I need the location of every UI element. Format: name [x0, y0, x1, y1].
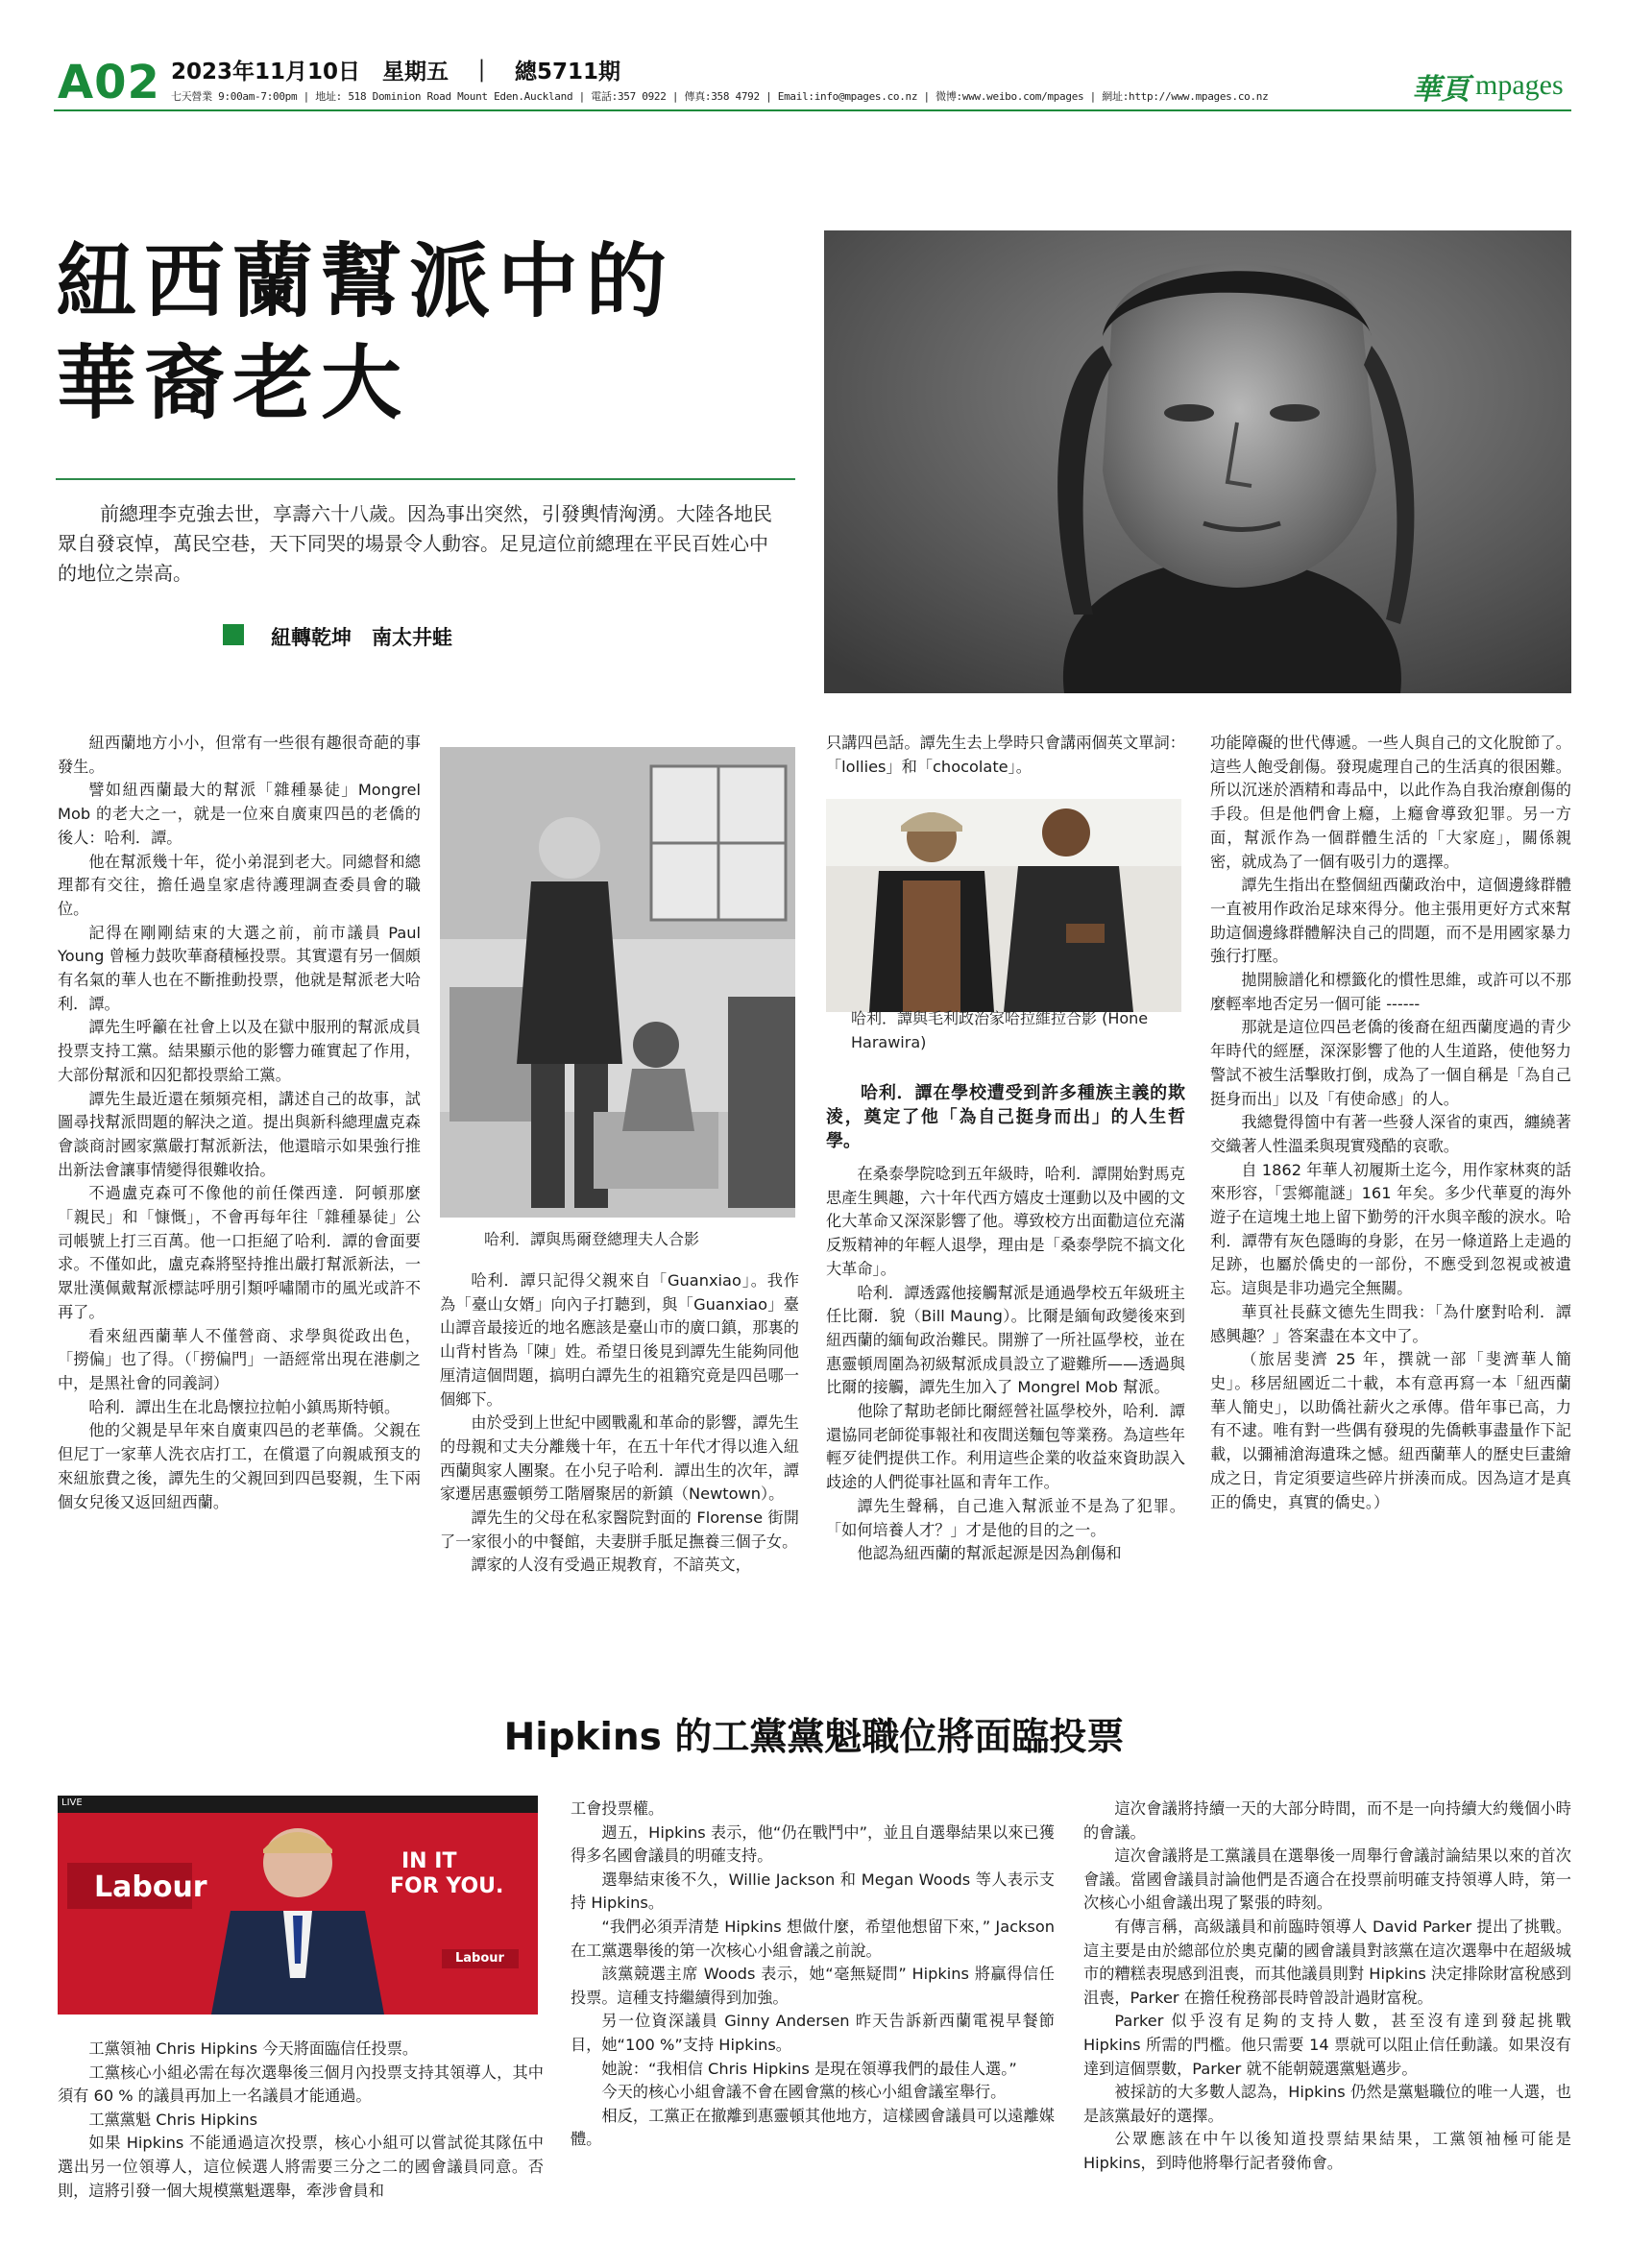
article2-headline: Hipkins 的工黨黨魁職位將面臨投票	[503, 1716, 1125, 1759]
paragraph: 在桑泰學院唸到五年級時，哈利．譚開始對馬克思產生興趣，六十年代西方嬉皮士運動以及中國的文化大革命又深深影響了他。導致校方出面勸這位充滿反叛精神的年輕人退學，理由是「桑泰學院不搞文化大革命」。	[826, 1165, 1185, 1278]
paragraph: 看來紐西蘭華人不僅營商、求學與從政出色，「撈偏」也了得。（「撈偏門」一語經常出現在港劇之中，是黑社會的同義詞）	[58, 1326, 421, 1392]
paragraph: 只講四邑話。譚先生去上學時只會講兩個英文單詞：「lollies」和「chocolate」。	[826, 734, 1185, 776]
paragraph: 這次會議將持續一天的大部分時間，而不是一向持續大約幾個小時的會議。	[1083, 1799, 1571, 1842]
paragraph: 工黨領袖 Chris Hipkins 今天將面臨信任投票。	[88, 2039, 419, 2058]
paragraph: 不過盧克森可不像他的前任傑西達．阿頓那麼「親民」和「慷慨」，不會再每年往「雜種暴徒」公司帳號上打三百萬。他一口拒絕了哈利．譚的會面要求。不僅如此，盧克森將堅持推出嚴打幫派新法，一眾壯漢佩戴幫派標誌呼朋引類呼嘯鬧市的風光或許不再了。	[58, 1184, 421, 1321]
portrait-illustration	[824, 230, 1571, 693]
paragraph: 另一位資深議員 Ginny Andersen 昨天告訴新西蘭電視早餐節目，她“100 %”支持 Hipkins。	[571, 2012, 1055, 2054]
paragraph: “我們必須弄清楚 Hipkins 想做什麼，希望他想留下來，” Jackson 在工黨選舉後的第一次核心小組會議之前說。	[571, 1917, 1055, 1960]
article1-headline	[56, 230, 805, 434]
article1-col4	[1210, 732, 1571, 1514]
slogan-line-2: FOR YOU.	[390, 1874, 504, 1898]
paragraph: 被採訪的大多數人認為，Hipkins 仍然是黨魁職位的唯一人選，也是該黨最好的選擇。	[1083, 2083, 1571, 2125]
article1-lead: 前總理李克強去世，享壽六十八歲。因為事出突然，引發輿情洶湧。大陸各地民眾自發哀悼，萬民空巷，天下同哭的場景令人動容。足見這位前總理在平民百姓心中的地位之崇高。	[58, 502, 772, 585]
photo-illustration	[440, 747, 795, 1218]
paragraph: 該黨競選主席 Woods 表示，她“毫無疑問” Hipkins 將贏得信任投票。這種支持繼續得到加強。	[571, 1965, 1055, 2007]
paragraph: 華頁社長蘇文德先生問我：「為什麼對哈利．譚感興趣？」答案盡在本文中了。	[1210, 1302, 1571, 1345]
paragraph: 譚先生聲稱，自己進入幫派並不是為了犯罪。「如何培養人才？」才是他的目的之一。	[826, 1496, 1185, 1539]
paragraph: 她說：“我相信 Chris Hipkins 是現在領導我們的最佳人選。”	[601, 2059, 1017, 2078]
paragraph: 譬如紐西蘭最大的幫派「雜種暴徒」Mongrel Mob 的老大之一，就是一位來自廣東四邑的老僑的後人：哈利．譚。	[58, 781, 421, 847]
paragraph: 他的父親是早年來自廣東四邑的老華僑。父親在但尼丁一家華人洗衣店打工，在償還了向親戚預支的來紐旅費之後，譚先生的父親回到四邑娶親，生下兩個女兒後又返回紐西蘭。	[58, 1421, 421, 1511]
paragraph: （旅居斐濟 25 年，撰就一部「斐濟華人簡史」。移居紐國近二十載，本有意再寫一本「紐西蘭華人簡史」，以助僑社薪火之承傳。借年事已高，力有不逮。唯有對一些偶有發現的先僑軼事盡量作下記載，以彌補滄海遺珠之憾。紐西蘭華人的歷史巨畫繪成之日，肯定須要這些碎片拼湊而成。因為這才是真正的僑史，真實的僑史。）	[1210, 1350, 1571, 1511]
paragraph: 功能障礙的世代傳遞。一些人與自己的文化脫節了。這些人飽受創傷。發現處理自己的生活真的很困難。所以沉迷於酒精和毒品中，以此作為自我治療創傷的手段。但是他們會上癮，上癮會導致犯罪。另一方面，幫派作為一個群體生活的「大家庭」，關係親密，就成為了一個有吸引力的選擇。	[1210, 734, 1571, 871]
article1-byline: 紐轉乾坤 南太井蛙	[271, 626, 452, 649]
paragraph: Parker 似乎沒有足夠的支持人數，甚至沒有達到發起挑戰 Hipkins 所需的門檻。他只需要 14 票就可以阻止信任動議。如果沒有達到這個票數，Parker 就不能朝競選黨魁邁步。	[1083, 2012, 1571, 2078]
paragraph: 譚家的人沒有受過正規教育，不諳英文，	[471, 1556, 751, 1575]
paragraph: 譚先生呼籲在社會上以及在獄中服刑的幫派成員投票支持工黨。結果顯示他的影響力確實起了作用，大部份幫派和囚犯都投票給工黨。	[58, 1018, 421, 1084]
paragraph: 工黨核心小組必需在每次選舉後三個月內投票支持其領導人，其中須有 60 % 的議員再加上一名議員才能通過。	[58, 2063, 544, 2106]
caption-harawira: 哈利．譚與毛利政治家哈拉維拉合影 (Hone Harawira)	[851, 1009, 1149, 1051]
headline-line-1: 紐西蘭幫派中的	[56, 234, 675, 328]
paragraph: 公眾應該在中午以後知道投票結果結果，工黨領袖極可能是 Hipkins，到時他將舉行記者發佈會。	[1083, 2130, 1571, 2172]
slogan-line-1: IN IT	[401, 1849, 457, 1873]
paragraph: 選舉結束後不久，Willie Jackson 和 Megan Woods 等人表示支持 Hipkins。	[571, 1870, 1055, 1913]
logo-en: mpages	[1475, 69, 1564, 101]
paragraph: 他在幫派幾十年，從小弟混到老大。同總督和總理都有交往，擔任過皇家虐待護理調查委員會的職位。	[58, 852, 421, 918]
paragraph: 如果 Hipkins 不能通過這次投票，核心小組可以嘗試從其隊伍中選出另一位領導人，這位候選人將需要三分之二的國會議員同意。否則，這將引發一個大規模黨魁選舉，牽涉會員和	[58, 2134, 544, 2200]
paragraph: 工黨黨魁 Chris Hipkins	[88, 2110, 258, 2129]
headline-line-2: 華裔老大	[56, 336, 410, 430]
article2-col1	[58, 2038, 544, 2203]
headline-rule	[56, 478, 795, 480]
article1-col3	[826, 1077, 1185, 1566]
pull-quote: 哈利．譚在學校遭受到許多種族主義的欺淩，奠定了他「為自己挺身而出」的人生哲學。	[826, 1083, 1185, 1151]
labour-small-sign: Labour	[455, 1951, 504, 1966]
article1-col1	[58, 732, 421, 1514]
photo-with-harawira	[826, 799, 1181, 1012]
photo-illustration	[58, 1796, 538, 2015]
paragraph: 工會投票權。	[571, 1799, 665, 1818]
paragraph: 哈利．譚出生在北島懷拉拉帕小鎮馬斯特頓。	[88, 1397, 401, 1416]
paragraph: 有傳言稱，高級議員和前臨時領導人 David Parker 提出了挑戰。這主要是由於總部位於奧克蘭的國會議員對該黨在這次選舉中在超級城市的糟糕表現感到沮喪，而其他議員則對 Hipkins 決定排除財富稅感到沮喪，Parker 在擔任稅務部長時曾設計過財富稅。	[1083, 1917, 1571, 2007]
contact-info-line: 七天營業 9:00am-7:00pm | 地址: 518 Dominion Road Mount Eden.Auckland | 電話:357 0922 | 傳真:358 4792 | Email:info@mpages.co.nz | 微博:www.weibo.com/mpages | 網址:http://www.mpages.co.nz	[171, 90, 1269, 103]
paragraph: 譚先生指出在整個紐西蘭政治中，這個邊緣群體一直被用作政治足球來得分。他主張用更好方式來幫助這個邊緣群體解決自己的問題，而不是用國家暴力強行打壓。	[1210, 876, 1571, 966]
paragraph: 他除了幫助老師比爾經營社區學校外，哈利．譚還協同老師從事報社和夜間送麵包等業務。為這些年輕歹徒們提供工作。利用這些企業的收益來資助誤入歧途的人們從事社區和青年工作。	[826, 1402, 1185, 1492]
logo-cn: 華頁	[1412, 73, 1470, 107]
byline-marker	[223, 624, 244, 645]
paragraph: 週五，Hipkins 表示，他“仍在戰鬥中”，並且自選舉結果以來已獲得多名國會議員的明確支持。	[571, 1822, 1055, 1866]
paragraph: 哈利．譚只記得父親來自「Guanxiao」。我作為「臺山女婿」向內子打聽到，與「Guanxiao」臺山譚音最接近的地名應該是臺山市的廣口鎮，那裏的山背村皆為「陳」姓。希望日後見到譚先生能夠同他厘清這個問題，搞明白譚先生的祖籍究竟是四邑哪一個鄉下。	[440, 1271, 799, 1409]
paragraph: 自 1862 年華人初履斯土迄今，用作家林爽的話來形容，「雲鄉龍謎」161 年矣。多少代華夏的海外遊子在這塊土地上留下勤勞的汗水與辛酸的淚水。哈利．譚帶有灰色隱晦的身影，在另一條道路上走過的足跡，也屬於僑史的一部份，不應受到忽視或被遺忘。這與是非功過完全無關。	[1210, 1160, 1571, 1298]
article1-col2	[440, 1269, 799, 1578]
article1-col3-top	[826, 732, 1185, 779]
paragraph: 哈利．譚透露他接觸幫派是通過學校五年級班主任比爾．貌（Bill Maung）。比爾是緬甸政變後來到紐西蘭的緬甸政治難民。開辦了一所社區學校，並在惠靈頓周圍為初級幫派成員設立了避難所——透過與比爾的接觸，譚先生加入了 Mongrel Mob 幫派。	[826, 1283, 1185, 1397]
paragraph: 譚先生的父母在私家醫院對面的 Florense 街開了一家很小的中餐館，夫妻胼手胝足撫養三個子女。	[440, 1508, 799, 1551]
caption-mayor-wife: 哈利．譚與馬爾登總理夫人合影	[484, 1230, 700, 1248]
issue-date-line: 2023年11月10日 星期五 ｜ 總5711期	[171, 60, 621, 84]
portrait-photo	[824, 230, 1571, 693]
paragraph: 今天的核心小組會議不會在國會黨的核心小組會議室舉行。	[601, 2083, 1007, 2102]
photo-with-mayor-wife	[440, 747, 795, 1218]
paragraph: 紐西蘭地方小小，但常有一些很有趣很奇葩的事發生。	[58, 734, 421, 776]
page-number: A02	[58, 56, 160, 109]
paragraph: 我總覺得箇中有著一些發人深省的東西，纏繞著交織著人性溫柔與現實殘酷的哀歌。	[1210, 1113, 1571, 1155]
paragraph: 記得在剛剛結束的大選之前，前市議員 Paul Young 曾極力鼓吹華裔積極投票。其實還有另一個頗有名氣的華人也在不斷推動投票，他就是幫派老大哈利．譚。	[58, 923, 421, 1013]
article2-col2	[571, 1798, 1055, 2152]
paragraph: 由於受到上世紀中國戰亂和革命的影響，譚先生的母親和丈夫分離幾十年，在五十年代才得以進入紐西蘭與家人團聚。在小兒子哈利．譚出生的次年，譚家遷居惠靈頓勞工階層聚居的新鎮（Newtown）。	[440, 1413, 799, 1504]
header-rule	[54, 109, 1571, 111]
paragraph: 譚先生最近還在頻頻亮相，講述自己的故事，試圖尋找幫派問題的解決之道。提出與新科總理盧克森會談商討國家黨嚴打幫派新法，他還暗示如果強行推出新法會讓事情變得很難收拾。	[58, 1089, 421, 1179]
paragraph: 相反，工黨正在撤離到惠靈頓其他地方，這樣國會議員可以遠離媒體。	[571, 2106, 1055, 2149]
labour-sign: Labour	[94, 1870, 207, 1904]
mpages-logo	[1412, 65, 1575, 106]
paragraph: 拋開臉譜化和標籤化的慣性思維，或許可以不那麼輕率地否定另一個可能 ------	[1210, 971, 1571, 1013]
hipkins-photo	[58, 1796, 538, 2015]
paragraph: 這次會議將是工黨議員在選舉後一周舉行會議討論結果以來的首次會議。當國會議員討論他們是否適合在投票前明確支持領導人時，第一次核心小組會議出現了緊張的時刻。	[1083, 1846, 1571, 1913]
paragraph: 那就是這位四邑老僑的後裔在紐西蘭度過的青少年時代的經歷，深深影響了他的人生道路，使他努力警試不被生活擊敗打倒，成為了一個自稱是「為自己挺身而出」以及「有使命感」的人。	[1210, 1018, 1571, 1108]
live-badge: LIVE	[61, 1798, 83, 1808]
paragraph: 他認為紐西蘭的幫派起源是因為創傷和	[857, 1544, 1122, 1563]
photo-illustration	[826, 799, 1181, 1012]
article2-col3	[1083, 1798, 1571, 2176]
